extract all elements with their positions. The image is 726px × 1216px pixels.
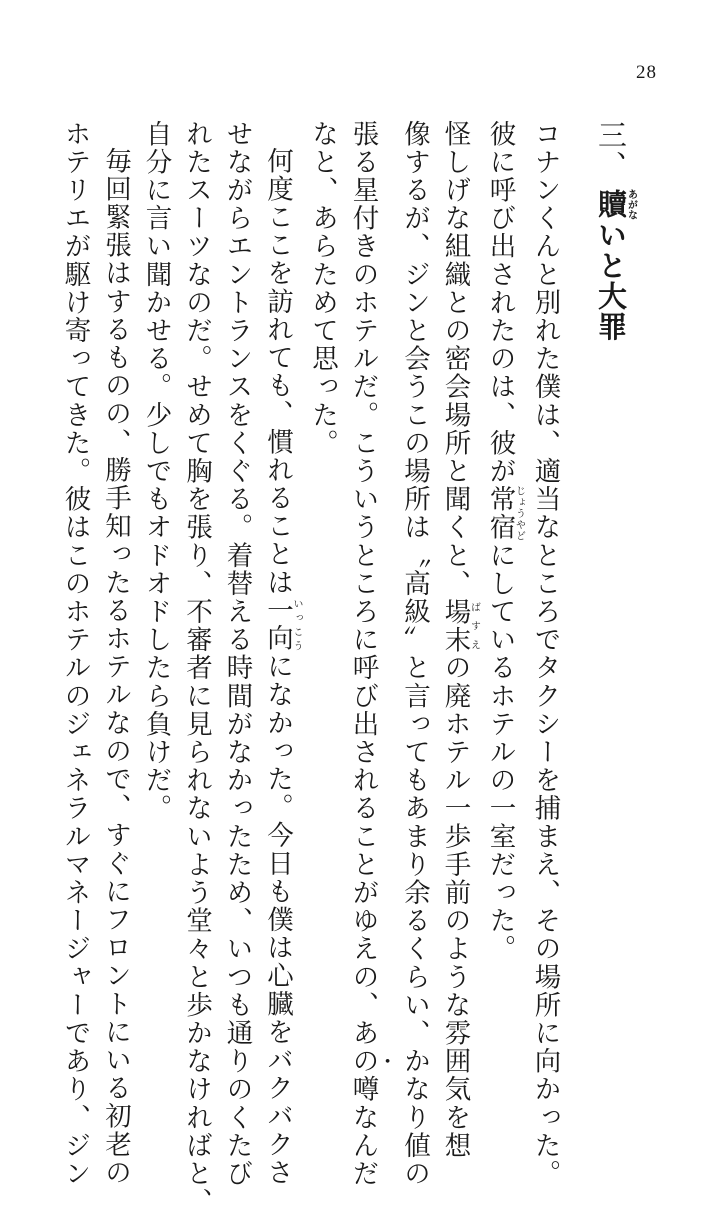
furigana: あがな: [625, 189, 637, 220]
text-line: コナンくんと別れた僕は、適当なところでタクシーを捕まえ、その場所に向かった。: [529, 120, 561, 1188]
ruby-word: 常宿じょうやど: [484, 485, 525, 542]
furigana: じょうやど: [513, 485, 525, 542]
text-line: 像するが、ジンと会うこの場所は〝高級〟と言ってもあまり余るくらい、かなり値の: [399, 120, 430, 1188]
chapter-title-rest: いと大罪: [594, 219, 628, 343]
ruby-word: 一向いっこう: [262, 596, 302, 653]
text-line: なと、あらためて思った。: [307, 120, 338, 458]
emphasis-mark: の: [347, 1047, 379, 1076]
chapter-number: 三、: [594, 120, 628, 182]
text-line: れたスーツなのだ。せめて胸を張り、不審者に見られないよう堂々と歩かなければと、: [181, 120, 212, 1216]
page-number: 28: [636, 62, 657, 83]
body-text: [59, 120, 637, 1216]
ruby-word: 場末ばすえ: [439, 597, 480, 654]
furigana: いっこう: [291, 596, 302, 653]
text-line: 何度ここを訪れても、慣れることは一向いっこうになかった。今日も僕は心臓をバクバクさ: [262, 146, 302, 1187]
text-line: 怪しげな組織との密会場所と聞くと、場末ばすえの廃ホテル一歩手前のような雰囲気を想: [439, 120, 480, 1160]
text-line: 自分に言い聞かせる。少しでもオドオドしたら負けだ。: [140, 120, 172, 823]
text-line: 彼に呼び出されたのは、彼が常宿じょうやどにしているホテルの一室だった。: [484, 120, 525, 964]
text-line: 毎回緊張はするものの、勝手知ったるホテルなので、すぐにフロントにいる初老の: [100, 146, 131, 1187]
text-line: せながらエントランスをくぐる。着替える時間がなかったため、いつも通りのくたび: [221, 120, 253, 1188]
furigana: ばすえ: [468, 597, 480, 654]
text-line: ホテリエが駆け寄ってきた。彼はこのホテルのジェネラルマネージャーであり、ジン: [59, 120, 91, 1188]
chapter-title-ruby: 贖あがな: [594, 189, 637, 220]
text-line: 張る星付きのホテルだ。こういうところに呼び出されることがゆえの、あの噂なんだ: [347, 120, 379, 1188]
chapter-title: [591, 120, 637, 1000]
